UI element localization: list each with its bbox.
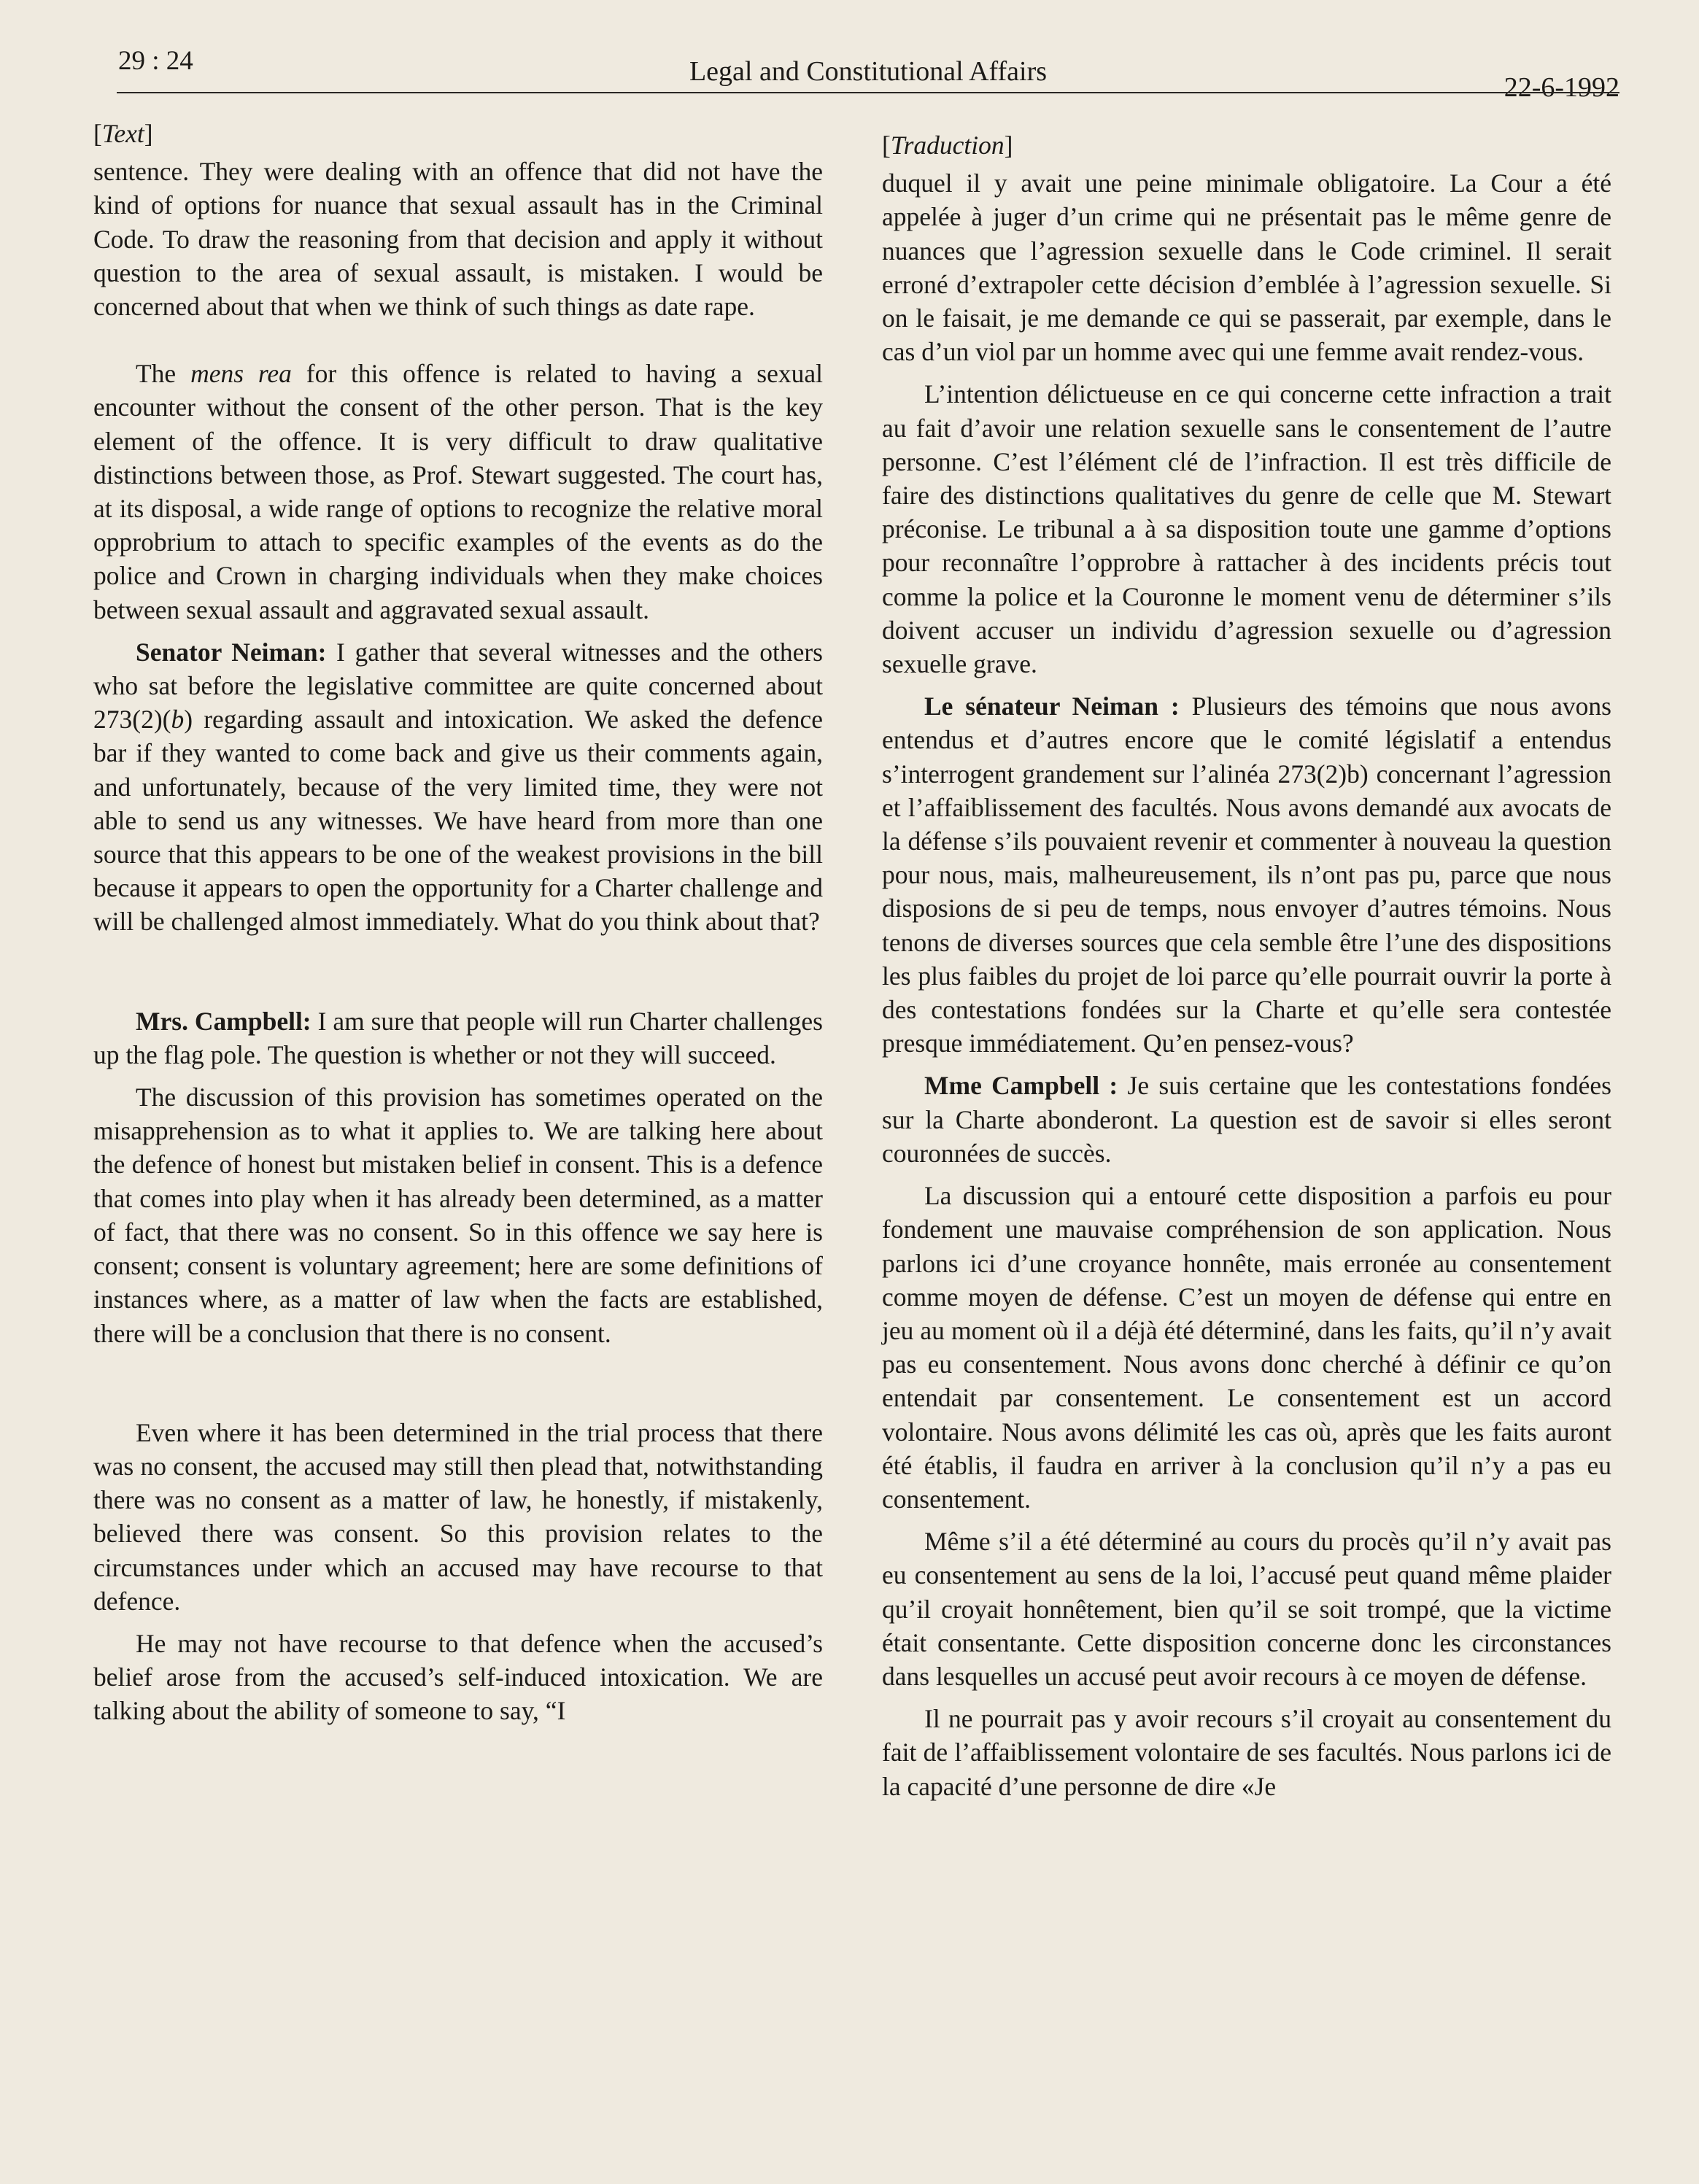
paragraph: La discussion qui a entouré cette disposition a parfois eu pour fondement une mauvaise compréhension de son application. Nous parlons ici d’une croyance honnête, mais erronée au consentement comme moyen de défense. C’est un moyen de défense qui entre en jeu au moment où il a déjà été déterminé, dans les faits, qu’il n’y avait pas eu consentement. Nous avons donc cherché à définir ce qu’on entendait par consentement. Le consentement est un accord volontaire. Nous avons délimité les cas où, après que les faits auront été établis, il faudra en arriver à la conclusion qu’il n’y a pas eu consentement. [882, 1181, 1611, 1514]
sitting-date: 22-6-1992 [1503, 72, 1619, 103]
page-reference: 29 : 24 [118, 46, 193, 76]
paragraph: L’intention délictueuse en ce qui concerne cette infraction a trait au fait d’avoir une relation sexuelle sans le consentement de l’autre personne. C’est l’élément clé de l’infraction. Il est très difficile de faire des distinctions qualitatives du genre de celle que M. Stewart préconise. Le tribunal a à sa disposition toute une gamme d’options pour reconnaître l’opprobre à rattacher à des incidents précis tout comme la police et la Couronne le moment venu de déterminer s’ils doivent accuser un individu d’agression sexuelle ou d’agression sexuelle grave. [882, 379, 1611, 679]
paragraph: Mrs. Campbell: I am sure that people will run Charter challenges up the flag pole. The question is whether or not they will succeed. [93, 1006, 823, 1069]
paragraph: Même s’il a été déterminé au cours du procès qu’il n’y avait pas eu consentement au sens de la loi, l’accusé peut quand même plaider qu’il croyait honnêtement, bien qu’il se soit trompé, que la victime était consentante. Cette disposition concerne donc les circonstances dans lesquelles un accusé peut avoir recours à ce moyen de défense. [882, 1527, 1611, 1691]
paragraph: The mens rea for this offence is related to having a sexual encounter without the consent of the other person. That is the key element of the offence. It is very difficult to draw qualitative distinctions between those, as Prof. Stewart suggested. The court has, at its disposal, a wide range of options to recognize the relative moral opprobrium to attach to specific examples of the events as do the police and Crown in charging individuals when they make choices between sexual assault and aggravated sexual assault. [93, 359, 823, 624]
running-title: Legal and Constitutional Affairs [689, 56, 1048, 87]
paragraph: He may not have recourse to that defence when the accused’s belief arose from the accused’s self-induced intoxication. We are talking about the ability of someone to say, “I [93, 1628, 823, 1726]
header-rule [117, 92, 1619, 93]
french-column [882, 128, 1611, 1803]
paragraph: Senator Neiman: I gather that several witnesses and the others who sat before the legislative committee are quite concerned about 273(2)(b) regarding assault and intoxication. We asked the defence bar if they wanted to come back and give us their comments again, and unfortunately, because of the very limited time, they were not able to send us any witnesses. We have heard from more than one source that this appears to be one of the weakest provisions in the bill because it appears to open the opportunity for a Charter challenge and will be challenged almost immediately. What do you think about that? [93, 637, 823, 937]
paragraph: duquel il y avait une peine minimale obligatoire. La Cour a été appelée à juger d’un crime qui ne présentait pas le même genre de nuances que l’agression sexuelle dans le Code criminel. Il serait erroné d’extrapoler cette décision d’emblée à l’agression sexuelle. Si on le faisait, je me demande ce qui se passerait, par exemple, dans le cas d’un viol par un homme avec qui une femme avait rendez-vous. [882, 169, 1611, 367]
speaker-name: Senator Neiman: [136, 637, 327, 667]
paragraph: The discussion of this provision has sometimes operated on the misapprehension as to what it applies to. We are talking here about the defence of honest but mistaken belief in consent. This is a defence that comes into play when it has already been determined, as a matter of fact, that there was no consent. So in this offence we say here is consent; consent is voluntary agreement; here are some definitions of instances where, as a matter of law when the facts are established, there will be a conclusion that there is no consent. [93, 1083, 823, 1348]
speaker-name: Mrs. Campbell: [136, 1006, 311, 1036]
paragraph: sentence. They were dealing with an offence that did not have the kind of options for nuance that sexual assault has in the Criminal Code. To draw the reasoning from that decision and apply it without question to the area of sexual assault, is mistaken. I would be concerned about that when we think of such things as date rape. [93, 157, 823, 322]
paragraph: Mme Campbell : Je suis certaine que les contestations fondées sur la Charte abonderont. La question est de savoir si elles seront couronnées de succès. [882, 1071, 1611, 1168]
speaker-name: Le sénateur Neiman : [924, 692, 1180, 721]
paragraph: Even where it has been determined in the trial process that there was no consent, the accused may still then plead that, notwithstanding there was no consent as a matter of law, he honestly, if mistakenly, believed there was consent. So this provision relates to the circumstances under which an accused may have recourse to that defence. [93, 1417, 823, 1616]
page-header [117, 42, 1619, 103]
column-label-text: [Text] [93, 119, 153, 148]
paragraph: Il ne pourrait pas y avoir recours s’il croyait au consentement du fait de l’affaiblissement volontaire de ses facultés. Nous parlons ici de la capacité d’une personne de dire «Je [882, 1704, 1611, 1801]
english-column [93, 117, 823, 1728]
speaker-name: Mme Campbell : [924, 1071, 1118, 1101]
paragraph: Le sénateur Neiman : Plusieurs des témoins que nous avons entendus et d’autres encore que le comité législatif a entendus s’interrogent grandement sur l’alinéa 273(2)b) concernant l’agression et l’affaiblissement des facultés. Nous avons demandé aux avocats de la défense s’ils pouvaient revenir et commenter à nouveau la question pour nous, mais, malheureusement, ils n’ont pas pu, parce que nous disposions de si peu de temps, nous envoyer d’autres témoins. Nous tenons de diverses sources que cela semble être l’une des dispositions les plus faibles du projet de loi parce qu’elle pourrait ouvrir la porte à des contestations fondées sur la Charte et qu’elle sera contestée presque immédiatement. Qu’en pensez-vous? [882, 692, 1611, 1058]
column-label-traduction: [Traduction] [882, 131, 1013, 160]
